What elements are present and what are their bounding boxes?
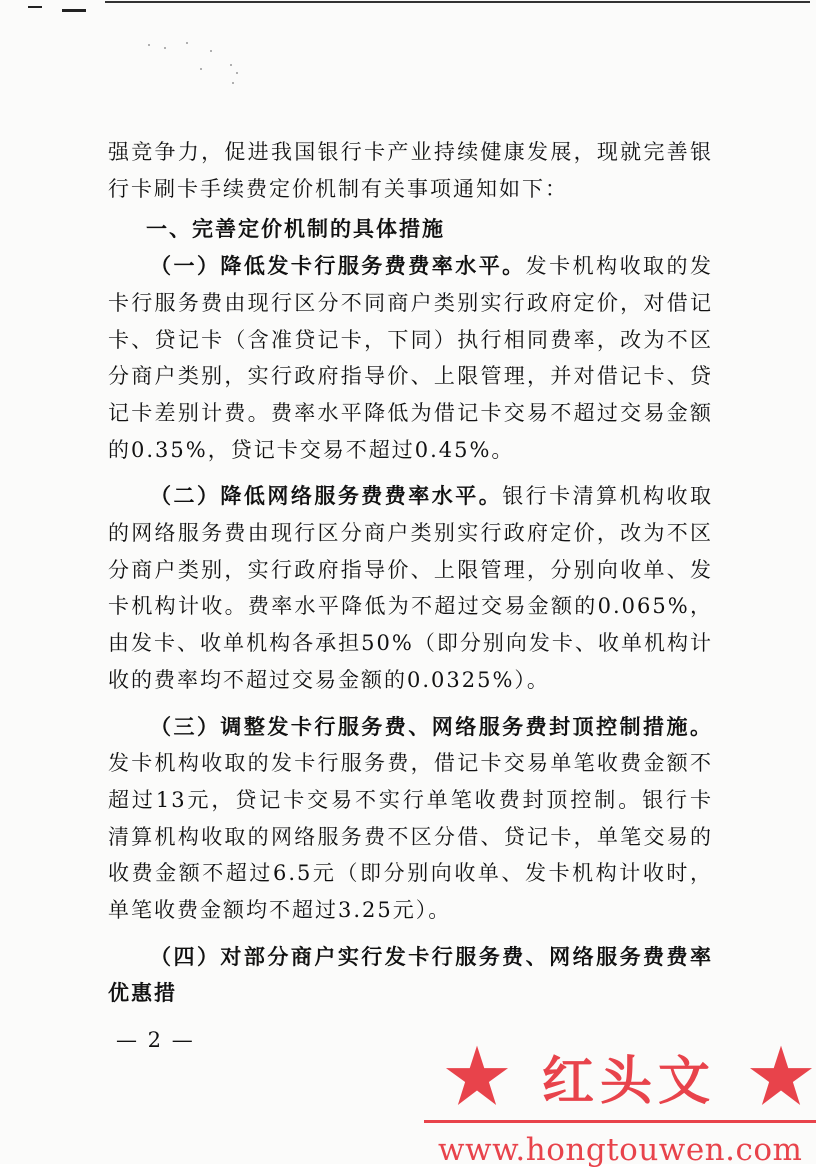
watermark-divider <box>424 1120 816 1123</box>
scan-specks <box>140 38 260 98</box>
item-lead: （三）调整发卡行服务费、网络服务费封顶控制措施。 <box>150 714 713 739</box>
document-body <box>108 134 713 1012</box>
star-icon <box>444 1043 510 1109</box>
watermark <box>424 1040 816 1168</box>
item-text: 发卡机构收取的发卡行服务费，借记卡交易单笔收费金额不超过13元，贷记卡交易不实行单笔收费封顶控制。银行卡清算机构收取的网络服务费不区分借、贷记卡，单笔交易的收费金额不超过6.5元（即分别向收单、发卡机构计收时，单笔收费金额均不超过3.25元）。 <box>108 751 713 923</box>
paragraph-item-3 <box>108 709 713 929</box>
scan-edge-marks <box>0 0 816 14</box>
item-lead: （二）降低网络服务费费率水平。 <box>150 484 503 509</box>
section-heading: 一、完善定价机制的具体措施 <box>146 217 445 242</box>
item-text: 发卡机构收取的发卡行服务费由现行区分不同商户类别实行政府定价，对借记卡、贷记卡（含准贷记卡，下同）执行相同费率，改为不区分商户类别，实行政府指导价、上限管理，并对借记卡、贷记卡差别计费。费率水平降低为借记卡交易不超过交易金额的0.35%，贷记卡交易不超过0.45%。 <box>108 254 714 462</box>
paragraph-item-1 <box>108 248 713 468</box>
watermark-title: 红头文 <box>541 1050 716 1112</box>
item-lead: （一）降低发卡行服务费费率水平。 <box>150 254 526 279</box>
paragraph-item-4 <box>108 939 713 1012</box>
page-number: — 2 — <box>116 1028 195 1052</box>
item-lead: （四）对部分商户实行发卡行服务费、网络服务费费率优惠措 <box>108 944 713 1006</box>
star-icon <box>748 1043 814 1109</box>
paragraph-item-2 <box>108 478 713 698</box>
paragraph-intro: 强竞争力，促进我国银行卡产业持续健康发展，现就完善银行卡刷卡手续费定价机制有关事项通知如下： <box>108 140 713 201</box>
watermark-title-row <box>444 1040 814 1112</box>
watermark-url: www.hongtouwen.com <box>438 1132 803 1168</box>
item-text: 银行卡清算机构收取的网络服务费由现行区分商户类别实行政府定价，改为不区分商户类别，实行政府指导价、上限管理，分别向收单、发卡机构计收。费率水平降低为不超过交易金额的0.065%，由发卡、收单机构各承担50%（即分别向发卡、收单机构计收的费率均不超过交易金额的0.0325%）。 <box>108 484 714 692</box>
